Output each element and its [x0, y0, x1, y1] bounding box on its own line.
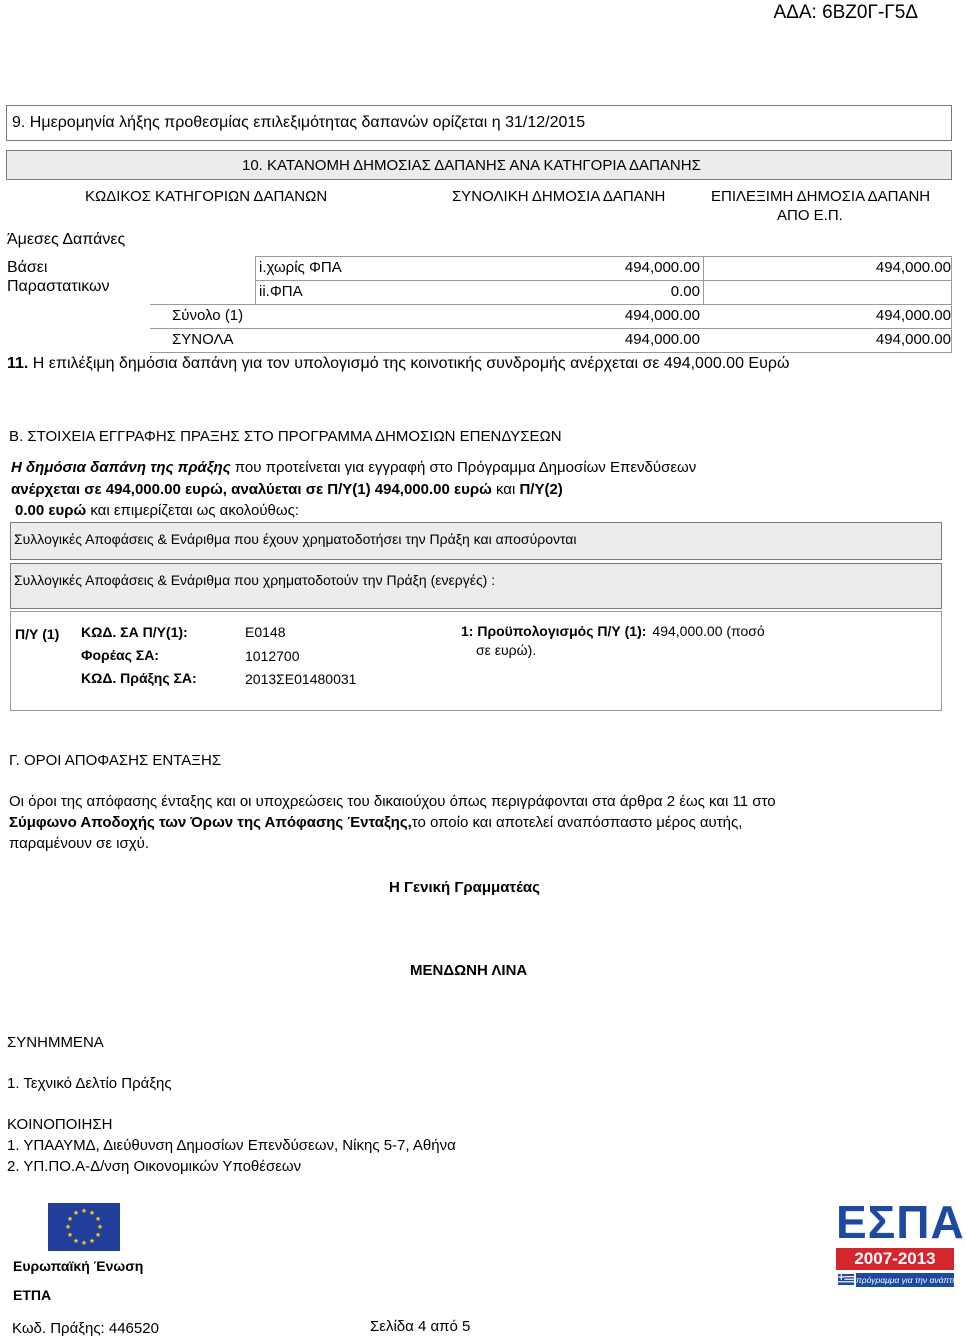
row1-eligible: 494,000.00 [875, 259, 951, 276]
grid-line [255, 280, 952, 281]
svg-text:★: ★ [88, 1237, 96, 1245]
basis-label: Βάσει [7, 259, 48, 276]
section-10-title: 10. ΚΑΤΑΝΟΜΗ ΔΗΜΟΣΙΑΣ ΔΑΠΑΝΗΣ ΑΝΑ ΚΑΤΗΓΟΡΙΑ ΔΑΠΑΝΗΣ [242, 157, 701, 174]
py-label: Π/Υ (1) [15, 626, 60, 642]
decisions-past-text: Συλλογικές Αποφάσεις & Ενάριθμα που έχουν χρηματοδοτήσει την Πράξη και αποσύρονται [14, 531, 577, 547]
espa-logo-tagline: πρόγραμμα για την ανάπτυξη [856, 1275, 966, 1285]
action-code-value: 2013ΣΕ01480031 [245, 671, 357, 687]
budget-value-cont: σε ευρώ). [476, 642, 537, 658]
public-expense-phrase: Η δημόσια δαπάνη της πράξης [11, 459, 231, 476]
row1-label: i.χωρίς ΦΠΑ [259, 259, 342, 276]
direct-costs-label: Άμεσες Δαπάνες [7, 231, 126, 248]
eu-flag-icon [48, 1203, 120, 1251]
section-g-line-3: παραμένουν σε ισχύ. [9, 835, 150, 852]
budget-label: 1: Προϋπολογισμός Π/Υ (1): [461, 623, 647, 639]
page-number: Σελίδα 4 από 5 [370, 1318, 471, 1335]
para-3-amount: 0.00 ευρώ [15, 502, 87, 519]
section-11-text: Η επιλέξιμη δημόσια δαπάνη για τον υπολογισμό της κοινοτικής συνδρομής ανέρχεται σε 494,000.00 Ευρώ [28, 355, 790, 372]
ada-code: ΑΔΑ: 6ΒΖ0Γ-Γ5Δ [773, 2, 918, 23]
carrier-value: 1012700 [245, 648, 300, 664]
section-b-title: Β. ΣΤΟΙΧΕΙΑ ΕΓΓΡΑΦΗΣ ΠΡΑΞΗΣ ΣΤΟ ΠΡΟΓΡΑΜΜΑ ΔΗΜΟΣΙΩΝ ΕΠΕΝΔΥΣΕΩΝ [9, 428, 562, 445]
col-eligible-header: ΕΠΙΛΕΞΙΜΗ ΔΗΜΟΣΙΑ ΔΑΠΑΝΗ [711, 188, 931, 205]
section-9-text: 9. Ημερομηνία λήξης προθεσμίας επιλεξιμότητας δαπανών ορίζεται η 31/12/2015 [12, 114, 586, 131]
signatory-role: Η Γενική Γραμματέας [389, 879, 540, 896]
section-b-para-3 [15, 502, 299, 519]
svg-text:★: ★ [80, 1239, 88, 1247]
agreement-name: Σύμφωνο Αποδοχής των Όρων της Απόφασης Ένταξης, [9, 814, 412, 831]
attachment-item-1: 1. Τεχνικό Δελτίο Πράξης [7, 1075, 172, 1092]
row2-label: ii.ΦΠΑ [259, 283, 303, 300]
espa-logo-main: ΕΣΠΑ [836, 1196, 965, 1248]
svg-text:★: ★ [80, 1207, 88, 1215]
budget-value: 494,000.00 (ποσό [652, 623, 765, 639]
row2-total: 0.00 [670, 283, 700, 300]
greek-flag-icon [838, 1274, 854, 1285]
svg-text:★: ★ [66, 1215, 74, 1223]
sa-code-label: ΚΩΔ. ΣΑ Π/Υ(1): [81, 624, 188, 640]
col-eligible-header-2: ΑΠΟ Ε.Π. [777, 207, 843, 224]
section-g-line-2 [9, 814, 742, 831]
svg-text:★: ★ [64, 1223, 72, 1231]
basis-label-2: Παραστατικων [7, 278, 110, 295]
svg-text:★: ★ [66, 1231, 74, 1239]
section-g-line-2-rest: το οποίο και αποτελεί αναπόσπαστο μέρος αυτής, [411, 814, 743, 831]
signatory-name: ΜΕΝΔΩΝΗ ΛΙΝΑ [410, 962, 528, 979]
grid-line [703, 256, 704, 304]
section-b-para-2 [11, 481, 563, 498]
para-2-and: και [491, 481, 520, 498]
action-code-label: ΚΩΔ. Πράξης ΣΑ: [81, 670, 197, 686]
svg-text:★: ★ [94, 1215, 102, 1223]
grid-line [255, 256, 256, 304]
section-11 [7, 355, 789, 373]
carrier-label: Φορέας ΣΑ: [81, 647, 159, 663]
grid-line [255, 256, 952, 257]
subtotal-total: 494,000.00 [624, 307, 700, 324]
svg-text:★: ★ [72, 1237, 80, 1245]
para-1-rest: που προτείνεται για εγγραφή στο Πρόγραμμα Δημοσίων Επενδύσεων [230, 459, 697, 476]
notification-title: ΚΟΙΝΟΠΟΙΗΣΗ [7, 1116, 113, 1133]
grid-line [150, 328, 952, 329]
grid-line [150, 352, 952, 353]
grand-eligible-value: 494,000.00 [875, 331, 951, 348]
col-total-header: ΣΥΝΟΛΙΚΗ ΔΗΜΟΣΙΑ ΔΑΠΑΝΗ [452, 188, 666, 205]
para-2-breakdown: , αναλύεται σε Π/Υ(1) 494,000.00 ευρώ [222, 481, 492, 498]
svg-text:★: ★ [94, 1231, 102, 1239]
sa-code-value: Ε0148 [245, 624, 286, 640]
para-2-amount: ανέρχεται σε 494,000.00 ευρώ [11, 481, 223, 498]
notification-item-1: 1. ΥΠΑΑΥΜΔ, Διεύθυνση Δημοσίων Επενδύσεων, Νίκης 5-7, Αθήνα [7, 1137, 456, 1154]
espa-logo [836, 1196, 966, 1298]
subtotal-eligible: 494,000.00 [875, 307, 951, 324]
eu-label: Ευρωπαϊκή Ένωση [13, 1258, 144, 1274]
grand-total-label: ΣΥΝΟΛΑ [172, 331, 234, 348]
section-g-line-1: Οι όροι της απόφασης ένταξης και οι υποχρεώσεις του δικαιούχου όπως περιγράφονται στα άρθρα 2 έως και 11 στο [9, 793, 776, 810]
subtotal-label: Σύνολο (1) [172, 307, 244, 324]
decisions-active-text: Συλλογικές Αποφάσεις & Ενάριθμα που χρηματοδοτούν την Πράξη (ενεργές) : [14, 572, 496, 588]
action-code-footer: Κωδ. Πράξης: 446520 [12, 1320, 159, 1337]
budget-line [461, 623, 765, 639]
section-11-number: 11. [7, 355, 29, 372]
col-category-header: ΚΩΔΙΚΟΣ ΚΑΤΗΓΟΡΙΩΝ ΔΑΠΑΝΩΝ [85, 188, 328, 205]
fund-label: ΕΤΠΑ [13, 1287, 52, 1303]
grid-line [150, 304, 952, 305]
attachments-title: ΣΥΝΗΜΜΕΝΑ [7, 1034, 104, 1051]
section-g-title: Γ. ΟΡΟΙ ΑΠΟΦΑΣΗΣ ΕΝΤΑΞΗΣ [9, 752, 222, 769]
svg-text:★: ★ [72, 1209, 80, 1217]
notification-item-2: 2. ΥΠ.ΠΟ.Α-Δ/νση Οικονομικών Υποθέσεων [7, 1158, 302, 1175]
svg-text:★: ★ [88, 1209, 96, 1217]
para-2-py2: Π/Υ(2) [519, 481, 563, 498]
grid-line [951, 256, 952, 352]
section-b-para-1 [11, 459, 696, 476]
grand-total-value: 494,000.00 [624, 331, 700, 348]
row1-total: 494,000.00 [624, 259, 700, 276]
para-3-rest: και επιμερίζεται ως ακολούθως: [86, 502, 299, 519]
espa-logo-years: 2007-2013 [836, 1248, 954, 1270]
svg-text:★: ★ [96, 1223, 104, 1231]
